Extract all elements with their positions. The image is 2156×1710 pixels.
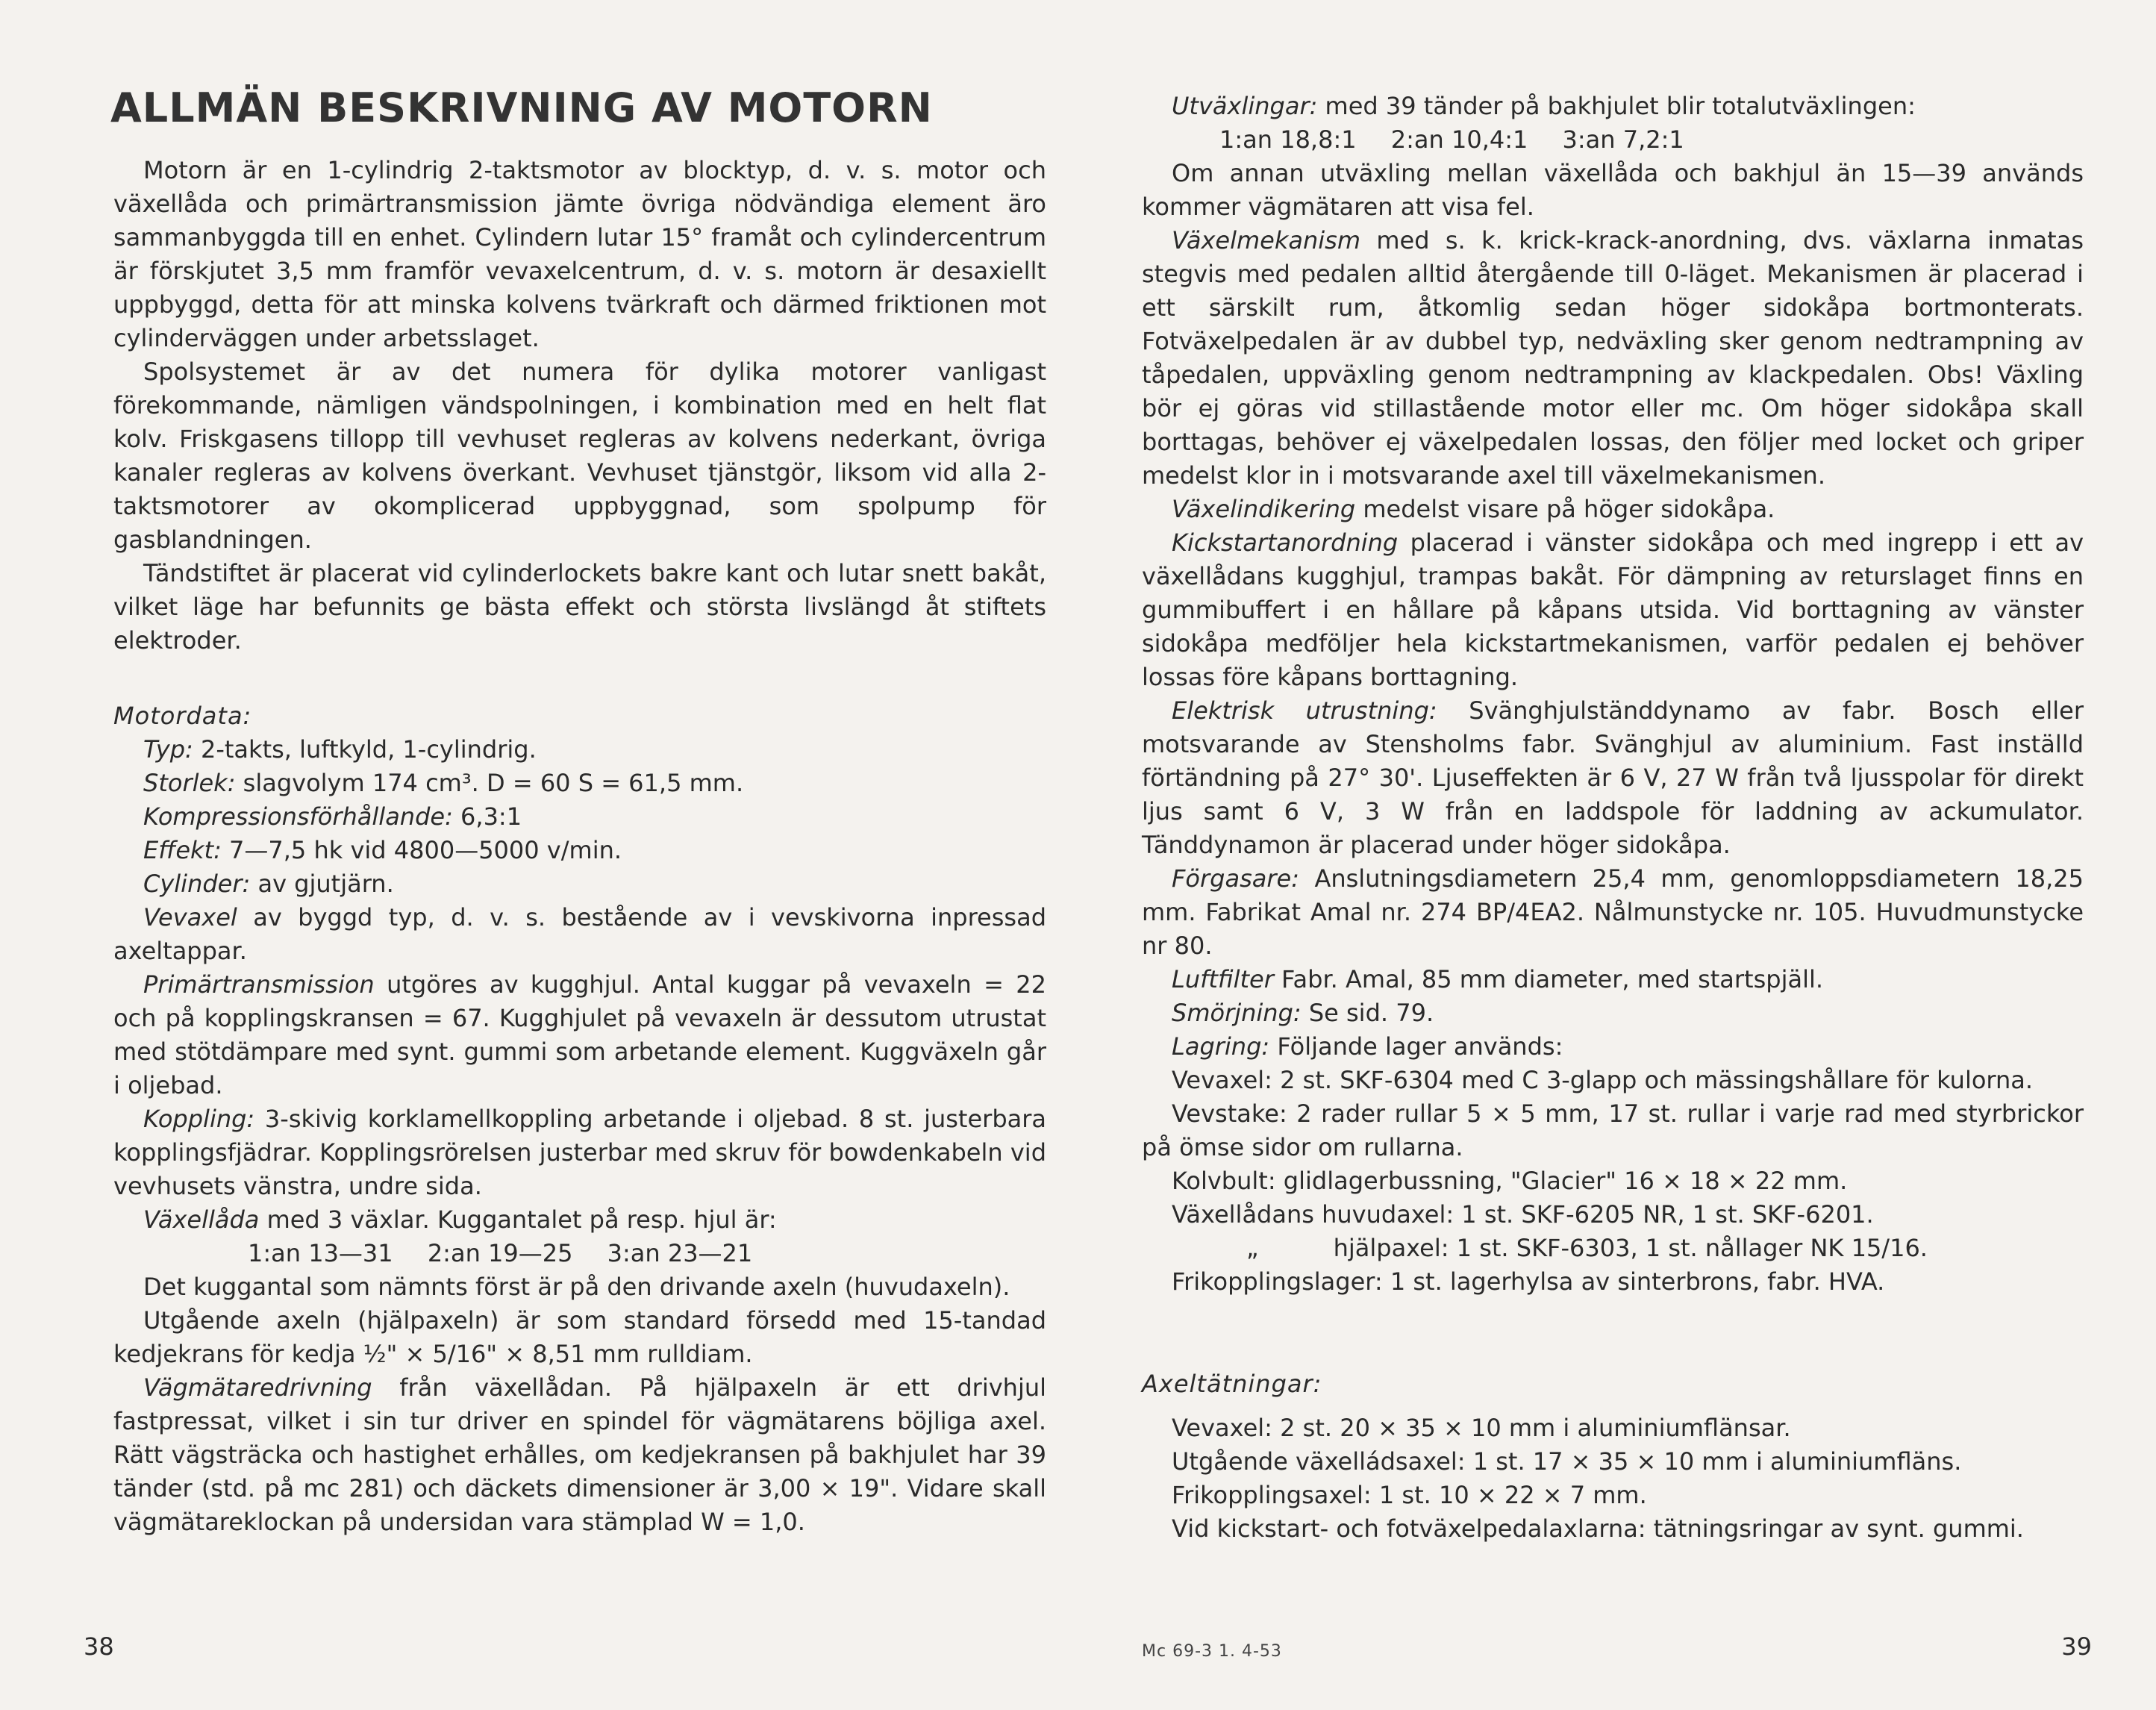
axel-kickstart: Vid kickstart- och fotväxelpedalaxlarna: tätningsringar av synt. gummi. [1172,1514,2024,1543]
axeltatningar-heading: Axeltätningar: [1142,1370,1322,1398]
axel-frikoppling: Frikopplingsaxel: 1 st. 10 × 22 × 7 mm. [1172,1481,1647,1509]
utv-ratio-1: 1:an 18,8:1 [1219,125,1357,154]
spec-elektrisk: Elektrisk utrustning: Svänghjulständdynamo av fabr. Bosch eller motsvarande av Stensholms fabr. Svänghjul av aluminium. Fast inställd förtändning på 27° 30'. Ljuseffekten är 6 V, 27 W från två ljusspolar för direkt ljus samt 6 V, 3 W från en laddspole för laddning av ackumulator. Tänddynamon är placerad under höger sidokåpa. [1142,696,2084,859]
page-number-right: 39 [2061,1632,2092,1661]
spec-vagmatare: Vägmätaredrivning från växellådan. På hjälpaxeln är ett drivhjul fastpressat, vilket i sin tur driver en spindel för vägmätarens böjliga axel. Rätt vägsträcka och hastighet erhålles, om kedjekransen på bakhjulet har 39 tänder (std. på mc 281) och däckets dimensioner är 3,00 × 19". Vidare skall vägmätareklockan på undersidan vara stämplad W = 1,0. [113,1373,1047,1536]
lager-vevaxel: Vevaxel: 2 st. SKF-6304 med C 3-glapp och mässingshållare för kulorna. [1172,1066,2034,1094]
spec-vaxelmekanism: Växelmekanism med s. k. krick-krack-anordning, dvs. växlarna inmatas stegvis med pedalen alltid återgående till 0-läget. Mekanismen är placerad i ett särskilt rum, åtkomlig sedan höger sidokåpa bortmonterats. Fotväxelpedalen är av dubbel typ, nedväxling sker genom nedtrampning av tåpedalen, uppväxling genom nedtrampning av klackpedalen. Obs! Växling bör ej göras vid stillastående motor eller mc. Om höger sidokåpa skall borttagas, behöver ej växelpedalen lossas, den följer med locket och griper medelst klor in i motsvarande axel till växelmekanismen. [1142,226,2084,490]
intro-paragraph-2: Spolsystemet är av det numera för dylika motorer vanligast förekommande, nämligen vändspolningen, i kombination med en helt flat kolv. Friskgasens tillopp till vevhuset regleras av kolvens nederkant, övriga kanaler regleras av kolvens överkant. Vevhuset tjänstgör, liksom vid alla 2-taktsmotorer av okomplicerad uppbyggnad, som spolpump för gasblandningen. [113,358,1046,554]
footer-code: Mc 69-3 1. 4-53 [1142,1642,1282,1661]
spec-kuggantal: Det kuggantal som nämnts först är på den drivande axeln (huvudaxeln). [143,1273,1010,1301]
spec-vevaxel: Vevaxel av byggd typ, d. v. s. bestående av i vevskivorna inpressad axeltappar. [113,903,1047,965]
ratio-2: 2:an 19—25 [427,1239,573,1267]
spec-storlek: Storlek: slagvolym 174 cm³. D = 60 S = 61,5 mm. [143,769,744,797]
lager-frikoppling: Frikopplingslager: 1 st. lagerhylsa av sinterbrons, fabr. HVA. [1172,1267,1885,1296]
spec-vaxelindikering: Växelindikering medelst visare på höger sidokåpa. [1172,495,1775,523]
lager-vevstake: Vevstake: 2 rader rullar 5 × 5 mm, 17 st. rullar i varje rad med styrbrickor på ömse sidor om rullarna. [1142,1099,2084,1161]
lager-hjalpaxel-row: „ hjälpaxel: 1 st. SKF-6303, 1 st. nållager NK 15/16. [1246,1234,1928,1262]
lager-vaxellada: Växellådans huvudaxel: 1 st. SKF-6205 NR, 1 st. SKF-6201. [1172,1200,1874,1229]
page-number-left: 38 [84,1632,114,1661]
spec-annan-utvaxling: Om annan utväxling mellan växellåda och bakhjul än 15—39 används kommer vägmätaren att visa fel. [1142,159,2084,221]
intro-paragraph-1: Motorn är en 1-cylindrig 2-taktsmotor av blocktyp, d. v. s. motor och växellåda och primärtransmission jämte övriga nödvändiga element äro sammanbyggda till en enhet. Cylindern lutar 15° framåt och cylindercentrum är förskjutet 3,5 mm framför vevaxelcentrum, d. v. s. motorn är desaxiellt uppbyggd, detta för att minska kolvens tvärkraft och därmed friktionen mot cylinderväggen under arbetsslaget. [113,156,1046,352]
spec-utvaxlingar: Utväxlingar: med 39 tänder på bakhjulet blir totalutväxlingen: [1172,92,1916,120]
right-column [1142,90,2084,1546]
utvaxling-ratios [1142,123,2084,157]
spec-smorjning: Smörjning: Se sid. 79. [1172,999,1434,1027]
spec-vaxellada: Växellåda med 3 växlar. Kuggantalet på resp. hjul är: [143,1205,777,1234]
spec-kickstart: Kickstartanordning placerad i vänster sidokåpa och med ingrepp i ett av växellådans kugghjul, trampas bakåt. För dämpning av returslaget finns en gummibuffert i en hållare på kåpans utsida. Vid borttagning av vänster sidokåpa medföljer hela kickstartmekanismen, varför pedalen ej behöver lossas före kåpans borttagning. [1142,528,2084,691]
utv-ratio-2: 2:an 10,4:1 [1390,125,1528,154]
spec-utgaende-axeln: Utgående axeln (hjälpaxeln) är som standard försedd med 15-tandad kedjekrans för kedja ½" × 5/16" × 8,51 mm rulldiam. [113,1306,1046,1368]
spec-forgasare: Förgasare: Anslutningsdiametern 25,4 mm, genomloppsdiametern 18,25 mm. Fabrikat Amal nr. 274 BP/4EA2. Nålmunstycke nr. 105. Huvudmunstycke nr 80. [1142,864,2084,960]
spec-lagring: Lagring: Följande lager används: [1172,1032,1563,1061]
ratio-3: 3:an 23—21 [607,1239,753,1267]
spec-cylinder: Cylinder: av gjutjärn. [143,870,394,898]
spec-kompression: Kompressionsförhållande: 6,3:1 [143,802,522,831]
left-column [110,84,1047,1539]
spec-luftfilter: Luftfilter Fabr. Amal, 85 mm diameter, med startspjäll. [1172,965,1824,993]
ratio-1: 1:an 13—31 [248,1239,393,1267]
motordata-heading: Motordata: [113,702,252,730]
spec-typ: Typ: 2-takts, luftkyld, 1-cylindrig. [143,735,537,764]
spec-koppling: Koppling: 3-skivig korklamellkoppling arbetande i oljebad. 8 st. justerbara kopplingsfjädrar. Kopplingsrörelsen justerbar med skruv för bowdenkabeln vid vevhusets vänstra, undre sida. [113,1105,1047,1200]
spec-effekt: Effekt: 7—7,5 hk vid 4800—5000 v/min. [143,836,622,864]
lager-kolvbult: Kolvbult: glidlagerbussning, "Glacier" 16 × 18 × 22 mm. [1172,1167,1848,1195]
right-page [1078,0,2156,1710]
ditto-mark: „ [1246,1234,1259,1262]
intro-paragraph-3: Tändstiftet är placerat vid cylinderlockets bakre kant och lutar snett bakåt, vilket läge har befunnits ge bästa effekt och största livslängd åt stiftets elektroder. [113,559,1046,655]
spec-primartransmission: Primärtransmission utgöres av kugghjul. Antal kuggar på vevaxeln = 22 och på kopplingskransen = 67. Kugghjulet på vevaxeln är dessutom utrustat med stötdämpare med synt. gummi som arbetande element. Kuggväxeln går i oljebad. [113,970,1046,1099]
vaxellada-ratios [113,1237,1046,1270]
axel-vevaxel: Vevaxel: 2 st. 20 × 35 × 10 mm i aluminiumflänsar. [1172,1414,1791,1442]
page-title: ALLMÄN BESKRIVNING AV MOTORN [110,84,933,131]
utv-ratio-3: 3:an 7,2:1 [1562,125,1684,154]
axel-utgaende: Utgående växelládsaxel: 1 st. 17 × 35 × 10 mm i aluminiumfläns. [1172,1447,1962,1476]
